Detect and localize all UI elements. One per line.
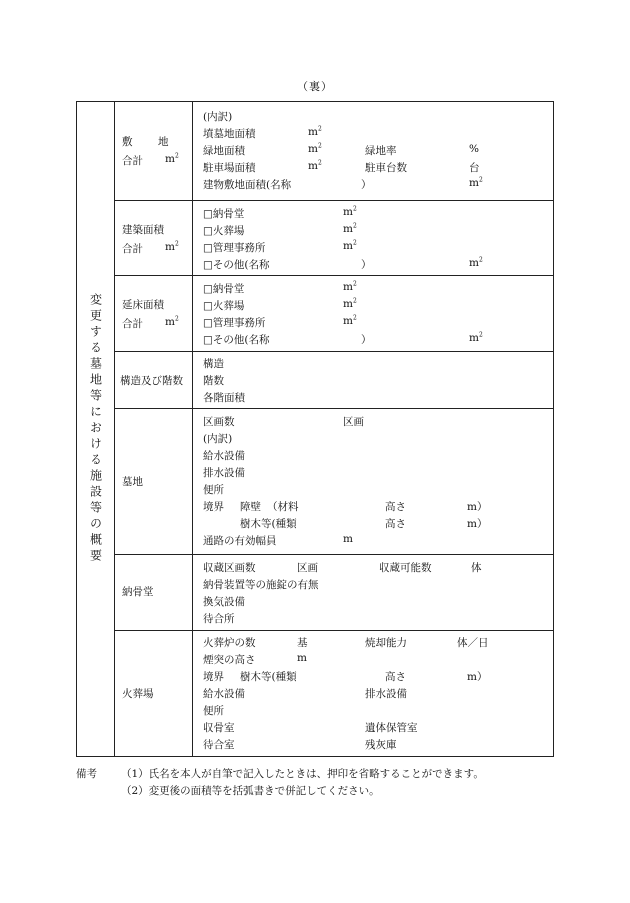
floor-area-office-unit: m [343,315,353,327]
side-label-cell [77,102,114,756]
furnaces-unit: 基 [297,637,308,649]
floor-area-total-unit: m [165,316,175,328]
storage-plots-unit: 区画 [297,562,318,574]
grave-area-label: 墳墓地面積 [203,128,256,140]
floor-area-other: □その他(名称 [203,334,270,346]
crematorium-trees: 樹木等(種類 [240,671,297,683]
floor-area-other-unit: m [469,332,479,344]
remark-item-2: （2）変更後の面積等を括弧書きで併記してください。 [121,785,380,797]
furnaces-label: 火葬炉の数 [203,637,256,649]
ossuary-content-cell [193,554,553,630]
floors-line: 階数 [203,375,224,387]
cemetery-boundary: 境界 [203,501,224,513]
plots-unit: 区画 [343,416,364,428]
storage-plots-label: 収蔵区画数 [203,562,256,574]
page-title: （裏） [297,80,333,93]
site-label-char1: 敷 [122,136,133,148]
path-width-unit: m [343,533,353,545]
floor-area-label-cell: 延床面積 合計 $m^2$ [122,299,179,330]
crematorium-boundary: 境界 [203,671,224,683]
crematorium-label: 火葬場 [122,688,154,700]
floor-area-crematorium: □火葬場 [203,300,245,312]
cemetery-content-cell [193,408,553,554]
facility-overview-table [76,101,554,757]
cemetery-material: （材料 [267,501,299,513]
floor-area-other-close: ） [361,334,372,346]
site-content-cell: (内訳) 墳墓地面積 $m^2$ 緑地面積 $m^2$ 緑地率 % 駐車場面積 $m^2$ 駐車台数 台 建物敷地面積(名称 ） $m^2$ [203,111,483,191]
cemetery-barrier: 障壁 [240,501,261,513]
building-area-label: 建築面積 [122,224,164,236]
cemetery-label-cell [115,408,192,554]
building-area-total-label: 合計 [122,243,143,255]
ossuary-label-cell [115,554,192,630]
grave-area-unit: m [308,126,318,138]
crematorium-label-cell [115,630,192,756]
building-area-content-cell: □納骨堂 $m^2$ □火葬場 $m^2$ □管理事務所 $m^2$ □その他(名称 ） $m^2$ [203,205,483,271]
ossuary-ventilation: 換気設備 [203,596,245,608]
site-total-label: 合計 [122,155,143,167]
floor-area-content-cell: □納骨堂 $m^2$ □火葬場 $m^2$ □管理事務所 $m^2$ □その他(名称 ） $m^2$ [203,280,483,346]
building-area-ossuary: □納骨堂 [203,208,245,220]
storage-capacity-unit: 体 [471,562,482,574]
floor-areas-line: 各階面積 [203,392,245,404]
building-area-office-unit: m [343,240,353,252]
building-area-other-close: ） [361,259,372,271]
parking-count-label: 駐車台数 [365,162,407,174]
green-area-label: 緑地面積 [203,145,245,157]
floor-area-label: 延床面積 [122,299,164,311]
building-area-total-unit: m [165,241,175,253]
building-site-unit: m [469,177,479,189]
crematorium-trees-height: 高さ [385,671,406,683]
building-area-ossuary-unit: m [343,206,353,218]
green-area-unit: m [308,143,318,155]
plots-label: 区画数 [203,416,235,428]
building-site-close: ） [361,179,372,191]
parking-count-unit: 台 [469,162,480,174]
structure-label: 構造及び階数 [120,375,183,387]
site-total-unit: m [165,153,175,165]
green-rate-unit: % [469,143,479,155]
crematorium-water-supply: 給水設備 [203,688,245,700]
remark-item-1: （1）氏名を本人が自筆で記入したときは、押印を省略することができます。 [121,768,484,780]
site-label-cell: 敷 地 合計 $m^2$ [122,136,179,167]
crematorium-toilet: 便所 [203,705,224,717]
ash-storage: 残灰庫 [365,739,397,751]
ossuary-lock: 納骨装置等の施錠の有無 [203,579,319,591]
building-area-other: □その他(名称 [203,259,270,271]
cemetery-breakdown: (内訳) [203,433,233,445]
ossuary-waiting: 待合所 [203,613,235,625]
floor-area-total-label: 合計 [122,318,143,330]
cemetery-label: 墓地 [122,476,143,488]
side-label: 変更する墓地等における施設等の概要 [88,293,103,565]
structure-label-cell [115,351,192,408]
floor-area-crematorium-unit: m [343,298,353,310]
body-storage-room: 遺体保管室 [365,722,418,734]
cemetery-barrier-height: 高さ [385,501,406,513]
cemetery-trees-unit: m） [467,518,488,530]
bone-room: 収骨室 [203,722,235,734]
building-area-other-unit: m [469,257,479,269]
floor-area-ossuary: □納骨堂 [203,283,245,295]
cemetery-trees-height: 高さ [385,518,406,530]
remarks-label: 備考 [76,768,97,780]
parking-area-label: 駐車場面積 [203,162,256,174]
cemetery-water-supply: 給水設備 [203,450,245,462]
site-label-char2: 地 [158,136,169,148]
building-area-label-cell: 建築面積 合計 $m^2$ [122,224,179,255]
crematorium-drainage: 排水設備 [365,688,407,700]
floor-area-office: □管理事務所 [203,317,266,329]
floor-area-ossuary-unit: m [343,281,353,293]
ossuary-label: 納骨堂 [122,586,154,598]
waiting-room: 待合室 [203,739,235,751]
crematorium-trees-unit: m） [467,671,488,683]
structure-content-cell [193,351,553,408]
crematorium-content-cell [193,630,553,756]
cemetery-drainage: 排水設備 [203,467,245,479]
storage-capacity-label: 収蔵可能数 [379,562,432,574]
incineration-capacity-unit: 体／日 [457,637,489,649]
green-rate-label: 緑地率 [365,145,397,157]
building-site-label: 建物敷地面積(名称 [203,179,292,191]
path-width-label: 通路の有効幅員 [203,535,277,547]
building-area-crematorium: □火葬場 [203,225,245,237]
structure-line: 構造 [203,358,224,370]
cemetery-trees: 樹木等(種類 [240,518,297,530]
building-area-crematorium-unit: m [343,223,353,235]
building-area-office: □管理事務所 [203,242,266,254]
parking-area-unit: m [308,160,318,172]
incineration-capacity-label: 焼却能力 [365,637,407,649]
chimney-height-label: 煙突の高さ [203,654,256,666]
chimney-height-unit: m [297,652,307,664]
site-breakdown: (内訳) [203,111,233,123]
cemetery-toilet: 便所 [203,484,224,496]
cemetery-barrier-unit: m） [467,501,488,513]
